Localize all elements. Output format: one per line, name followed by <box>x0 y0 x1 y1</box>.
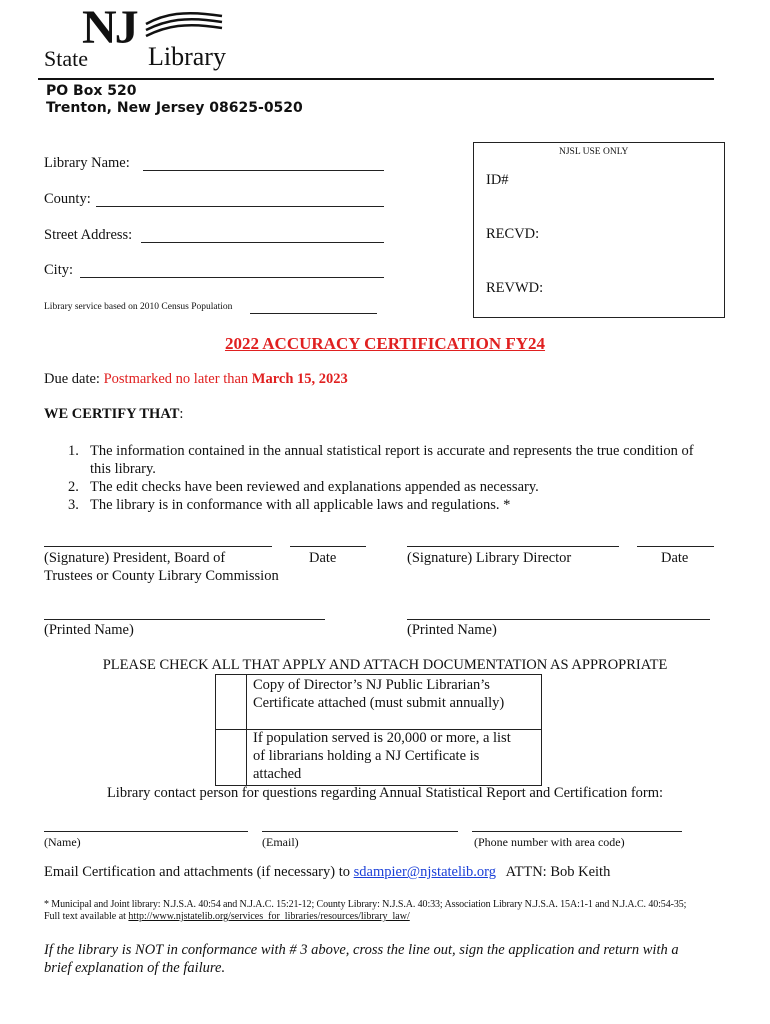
page-title: 2022 ACCURACY CERTIFICATION FY24 <box>224 334 546 353</box>
county-label: County: <box>44 191 91 207</box>
contact-phone-field[interactable] <box>472 831 682 832</box>
contact-heading: Library contact person for questions regarding Annual Statistical Report and Certification form: <box>106 785 664 801</box>
list-item <box>68 497 728 515</box>
director-printed-name-label: (Printed Name) <box>407 622 497 638</box>
library-name-label: Library Name: <box>44 155 130 171</box>
population-label: Library service based on 2010 Census Population <box>44 302 233 312</box>
certify-list <box>68 443 728 515</box>
due-date-label: Due date: <box>44 371 100 387</box>
certify-heading <box>44 406 183 423</box>
checklist-item-2-line-3: attached <box>253 766 302 782</box>
email-instructions-text: Email Certification and attachments (if necessary) to <box>44 864 350 880</box>
footnote-line-2 <box>44 911 410 922</box>
street-address-label: Street Address: <box>44 227 133 243</box>
library-name-field[interactable] <box>143 170 384 171</box>
list-item <box>68 479 728 497</box>
logo-swoosh-icon <box>144 10 224 44</box>
address-line-1: PO Box 520 <box>46 83 137 99</box>
address-line-2: Trenton, New Jersey 08625-0520 <box>46 100 303 116</box>
list-item-text: The library is in conformance with all applicable laws and regulations. * <box>90 497 511 513</box>
city-field[interactable] <box>80 277 384 278</box>
email-attn: ATTN: Bob Keith <box>505 864 611 880</box>
list-item-text: The information contained in the annual statistical report is accurate and represents the true condition of <box>90 443 694 459</box>
president-signature-label-2: Trustees or County Library Commission <box>44 568 279 584</box>
contact-email-field[interactable] <box>262 831 458 832</box>
recvd-label: RECVD: <box>486 226 540 242</box>
njsl-use-only-label: NJSL USE ONLY <box>559 147 629 157</box>
due-date <box>44 371 348 388</box>
street-address-field[interactable] <box>141 242 384 243</box>
president-date-label: Date <box>309 550 337 566</box>
email-instructions <box>44 864 610 881</box>
checkbox-librarian-list[interactable] <box>216 730 247 785</box>
checklist-heading: PLEASE CHECK ALL THAT APPLY AND ATTACH DOCUMENTATION AS APPROPRIATE <box>102 657 668 673</box>
list-item <box>68 443 728 479</box>
email-link[interactable]: sdampier@njstatelib.org <box>353 864 496 880</box>
checklist-item-2-line-2: of librarians holding a NJ Certificate is <box>253 748 480 764</box>
contact-phone-label: (Phone number with area code) <box>474 835 625 849</box>
director-date-field[interactable] <box>637 546 714 547</box>
city-label: City: <box>44 262 74 278</box>
president-date-field[interactable] <box>290 546 366 547</box>
contact-name-field[interactable] <box>44 831 248 832</box>
president-printed-name-field[interactable] <box>44 619 325 620</box>
library-law-link[interactable]: http://www.njstatelib.org/services_for_libraries/resources/library_law/ <box>128 911 410 922</box>
logo-library: Library <box>148 42 226 71</box>
logo-state: State <box>44 46 88 71</box>
certify-heading-colon: : <box>179 406 184 422</box>
checklist-item-1-line-1: Copy of Director’s NJ Public Librarian’s <box>253 677 490 693</box>
footnote-line-1: * Municipal and Joint library: N.J.S.A. 40:54 and N.J.A.C. 15:21-12; County Library: N.J.S.A. 40:33; Association Library N.J.S.A. 15A:1-1 and N.J.A.C. 40:54-35; <box>44 899 687 910</box>
county-field[interactable] <box>96 206 384 207</box>
header-rule <box>38 78 714 80</box>
certify-heading-text: WE CERTIFY THAT <box>44 406 180 422</box>
list-item-text-cont: this library. <box>90 461 156 477</box>
president-signature-field[interactable] <box>44 546 272 547</box>
director-date-label: Date <box>661 550 689 566</box>
checklist-table <box>215 674 542 786</box>
list-item-number: 1. <box>68 443 79 459</box>
closing-line-1: If the library is NOT in conformance with # 3 above, cross the line out, sign the application and return with a <box>44 942 679 958</box>
closing-line-2: brief explanation of the failure. <box>44 960 226 976</box>
list-item-number: 3. <box>68 497 79 513</box>
njsl-use-only-box <box>473 142 725 318</box>
id-label: ID# <box>486 172 509 188</box>
checkbox-director-certificate[interactable] <box>216 675 247 730</box>
contact-email-label: (Email) <box>262 835 299 849</box>
checklist-item-1-line-2: Certificate attached (must submit annually) <box>253 695 505 711</box>
contact-name-label: (Name) <box>44 835 81 849</box>
due-date-value: March 15, 2023 <box>251 371 348 387</box>
president-signature-label-1: (Signature) President, Board of <box>44 550 226 566</box>
director-signature-label: (Signature) Library Director <box>407 550 572 566</box>
due-date-postmark: Postmarked no later than <box>103 371 249 387</box>
list-item-text: The edit checks have been reviewed and explanations appended as necessary. <box>90 479 539 495</box>
revwd-label: REVWD: <box>486 280 544 296</box>
nj-state-library-logo <box>44 1 244 74</box>
population-field[interactable] <box>250 313 377 314</box>
director-printed-name-field[interactable] <box>407 619 710 620</box>
logo-nj: NJ <box>82 1 137 54</box>
director-signature-field[interactable] <box>407 546 619 547</box>
checklist-item-2-line-1: If population served is 20,000 or more, a list <box>253 730 511 746</box>
footnote-prefix: Full text available at <box>44 911 126 922</box>
president-printed-name-label: (Printed Name) <box>44 622 134 638</box>
list-item-number: 2. <box>68 479 79 495</box>
